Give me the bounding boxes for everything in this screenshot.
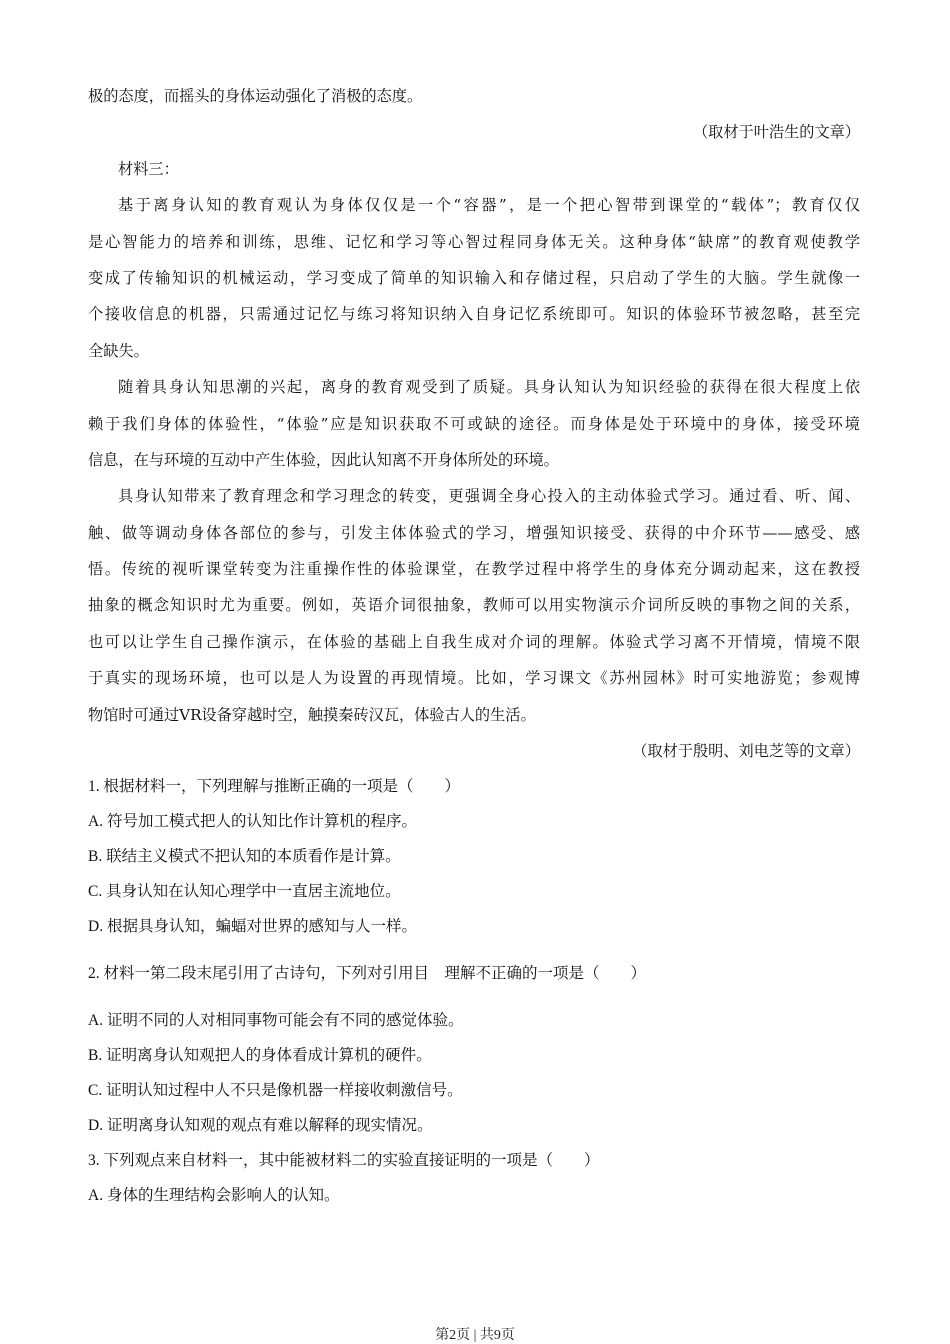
passage-line: 物馆时可通过VR设备穿越时空，触摸秦砖汉瓦，体验古人的生活。 [88, 705, 536, 724]
answer-option: D. 根据具身认知，蝙蝠对世界的感知与人一样。 [88, 918, 417, 936]
source-citation: （取材于殷明、刘电芝等的文章） [632, 742, 860, 761]
answer-option: A. 符号加工模式把人的认知比作计算机的程序。 [88, 813, 417, 831]
answer-option: C. 具身认知在认知心理学中一直居主流地位。 [88, 883, 401, 901]
passage-line: 赖于我们身体的体验性，“体验”应是知识获取不可或缺的途径。而身体是处于环境中的身体，接受环境 [88, 414, 860, 433]
answer-option: B. 证明离身认知观把人的身体看成计算机的硬件。 [88, 1047, 432, 1065]
answer-option: B. 联结主义模式不把认知的本质看作是计算。 [88, 848, 401, 866]
answer-option: D. 证明离身认知观的观点有难以解释的现实情况。 [88, 1117, 433, 1135]
page-footer: 第2页 | 共9页 [435, 1328, 515, 1343]
passage-line: 悟。传统的视听课堂转变为注重操作性的体验课堂，在教学过程中将学生的身体充分调动起来，这在教授 [88, 560, 860, 579]
passage-line: 也可以让学生自己操作演示，在体验的基础上自我生成对介词的理解。体验式学习离不开情境，情境不限 [88, 632, 860, 651]
passage-line: 是心智能力的培养和训练，思维、记忆和学习等心智过程同身体无关。这种身体“缺席”的教育观使教学 [88, 232, 860, 251]
document-page [88, 78, 860, 1213]
passage-line: 变成了传输知识的机械运动，学习变成了简单的知识输入和存储过程，只启动了学生的大脑。学生就像一 [88, 268, 860, 287]
passage-line: 抽象的概念知识时尤为重要。例如，英语介词很抽象，教师可以用实物演示介词所反映的事物之间的关系， [88, 596, 860, 615]
passage-line: 基于离身认知的教育观认为身体仅仅是一个“容器”，是一个把心智带到课堂的“载体”；教育仅仅 [118, 196, 860, 215]
passage-line: 随着具身认知思潮的兴起，离身的教育观受到了质疑。具身认知认为知识经验的获得在很大程度上依 [118, 378, 860, 397]
material-heading: 材料三： [118, 159, 179, 178]
question-stem: 2. 材料一第二段末尾引用了古诗句，下列对引用目 理解不正确的一项是（ ） [88, 965, 647, 983]
passage-line: 触、做等调动身体各部位的参与，引发主体体验式的学习，增强知识接受、获得的中介环节——感受、感 [88, 523, 860, 542]
answer-option: A. 身体的生理结构会影响人的认知。 [88, 1187, 340, 1205]
source-citation: （取材于叶浩生的文章） [692, 123, 860, 142]
passage-line: 个接收信息的机器，只需通过记忆与练习将知识纳入自身记忆系统即可。知识的体验环节被忽略，甚至完 [88, 305, 860, 324]
passage-line: 具身认知带来了教育理念和学习理念的转变，更强调全身心投入的主动体验式学习。通过看、听、闻、 [118, 487, 860, 506]
passage-line: 信息，在与环境的互动中产生体验，因此认知离不开身体所处的环境。 [88, 450, 559, 469]
passage-line: 极的态度，而摇头的身体运动强化了消极的态度。 [88, 87, 423, 105]
question-stem: 1. 根据材料一，下列理解与推断正确的一项是（ ） [88, 778, 461, 796]
passage-line: 全缺失。 [88, 341, 149, 360]
answer-option: A. 证明不同的人对相同事物可能会有不同的感觉体验。 [88, 1012, 464, 1030]
answer-option: C. 证明认知过程中人不只是像机器一样接收刺激信号。 [88, 1082, 463, 1100]
question-stem: 3. 下列观点来自材料一，其中能被材料二的实验直接证明的一项是（ ） [88, 1152, 600, 1170]
passage-line: 于真实的现场环境，也可以是人为设置的再现情境。比如，学习课文《苏州园林》时可实地游览；参观博 [88, 669, 860, 688]
